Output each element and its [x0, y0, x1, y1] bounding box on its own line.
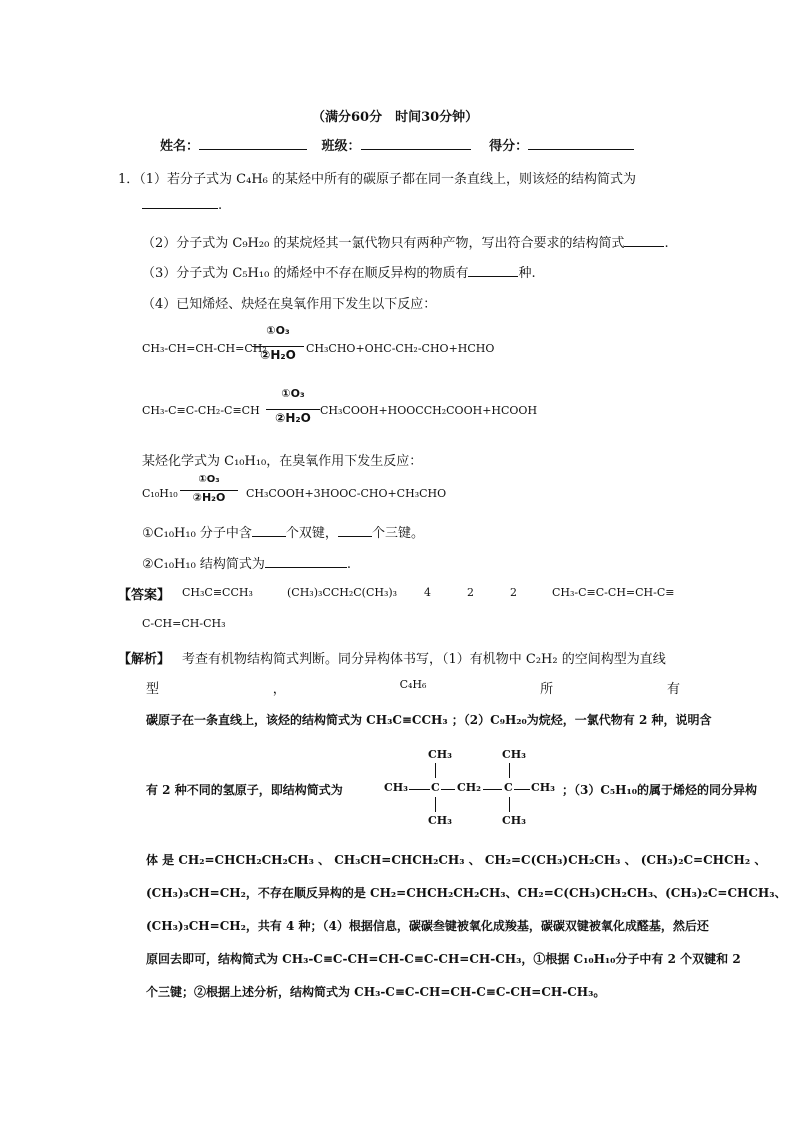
answer-item-1: CH₃C≡CCH₃ — [182, 586, 253, 599]
formula-bond-h2 — [441, 789, 455, 790]
formula-ch3-top-right: CH₃ — [502, 748, 526, 761]
analysis-line-2-word: C₄H₆ — [399, 678, 427, 691]
q1-sub2-end: . — [346, 557, 352, 572]
reaction2-right: CH₃COOH+HOOCCH₂COOH+HCOOH — [320, 404, 538, 417]
q1-part4: （4）已知烯烃、炔烃在臭氧作用下发生以下反应： — [142, 297, 437, 312]
answer-item-3: 4 — [424, 586, 431, 599]
formula-bond-v2 — [509, 763, 510, 778]
name-row — [160, 135, 634, 154]
reaction1-cond-top: ①O₃ — [266, 324, 290, 337]
page-title: （满分60分 时间30分钟） — [312, 110, 479, 125]
q1-sub2-blank[interactable] — [265, 566, 347, 568]
q1-part1-answer-line — [142, 198, 222, 213]
analysis-line-2-word: 有 — [666, 682, 680, 697]
q1-part3-end: 种. — [518, 266, 536, 281]
analysis-line-9: 个三键；②根据上述分析，结构简式为 CH₃-C≡C-CH=CH-C≡C-CH=CH-CH₃。 — [146, 985, 606, 999]
q1-part1-end: . — [218, 198, 223, 213]
answer-item-4: 2 — [467, 586, 474, 599]
q1-sub2-text: ②C₁₀H₁₀ 结构简式为 — [142, 557, 265, 572]
q1-sub1-blank2[interactable] — [338, 535, 372, 537]
analysis-line-6: (CH₃)₃CH=CH₂，不存在顺反异构的是 CH₂=CHCH₂CH₂CH₃、CH₂=C(CH₃)CH₂CH₃、(CH₃)₂C=CHCH₃、 — [146, 886, 787, 900]
q1-sub2 — [142, 553, 351, 572]
q1-part3-text: （3）分子式为 C₅H₁₀ 的烯烃中不存在顺反异构的物质有 — [142, 266, 469, 281]
analysis-line-3: 碳原子在一条直线上，该烃的结构简式为 CH₃C≡CCH₃ ；（2）C₉H₂₀为烷烃，一氯代物有 2 种，说明含 — [146, 713, 712, 727]
formula-ch3-right: CH₃ — [531, 781, 555, 794]
analysis-line-2-word: ， — [272, 682, 286, 697]
q1-part2-end: . — [664, 236, 669, 251]
reaction3-cond-top: ①O₃ — [198, 474, 220, 485]
q1-part3-blank[interactable] — [468, 275, 518, 277]
formula-bond-v1 — [435, 763, 436, 778]
reaction1-left: CH₃-CH=CH-CH=CH₂ — [142, 342, 267, 355]
reaction1-cond-bottom: ②H₂O — [260, 348, 296, 362]
analysis-line-2 — [146, 678, 680, 697]
formula-ch3-left: CH₃ — [384, 781, 408, 794]
q1-part2 — [142, 232, 669, 251]
reaction2-cond-top: ①O₃ — [281, 387, 305, 400]
formula-bond-h1 — [409, 789, 430, 790]
q1-sub1-text-a: ①C₁₀H₁₀ 分子中含 — [142, 526, 252, 541]
answer-tag: 【答案】 — [118, 588, 171, 603]
q1-part3 — [142, 262, 536, 281]
formula-ch3-top-left: CH₃ — [428, 748, 452, 761]
formula-ch2: CH₂ — [457, 781, 481, 794]
q1-sub1-blank1[interactable] — [252, 535, 286, 537]
formula-ch3-bottom-right: CH₃ — [502, 814, 526, 827]
analysis-line-4a: 有 2 种不同的氢原子，即结构简式为 — [146, 783, 343, 797]
analysis-line-7: (CH₃)₃CH=CH₂，共有 4 种；（4）根据信息，碳碳叁键被氧化成羧基，碳碳双键被氧化成醛基，然后还 — [146, 919, 709, 933]
name-label: 姓名： — [160, 139, 200, 154]
q1-sub1-text-c: 个三键。 — [371, 526, 424, 541]
reaction2-arrow — [266, 385, 320, 429]
analysis-line-8: 原回去即可，结构简式为 CH₃-C≡C-CH=CH-C≡C-CH=CH-CH₃，①根据 C₁₀H₁₀分子中有 2 个双键和 2 — [146, 952, 741, 966]
reaction2-left: CH₃-C≡C-CH₂-C≡CH — [142, 404, 260, 417]
reaction1-arrow — [252, 322, 304, 366]
name-field[interactable] — [199, 148, 307, 150]
formula-c-left: C — [431, 781, 440, 794]
q1-part2-blank[interactable] — [624, 245, 664, 247]
reaction3-cond-bottom: ②H₂O — [192, 491, 226, 504]
analysis-line-2-word: 所 — [540, 682, 554, 697]
reaction3-left: C₁₀H₁₀ — [142, 487, 178, 500]
reaction1-arrow-line — [252, 346, 304, 347]
formula-c-right: C — [504, 781, 513, 794]
class-label: 班级： — [321, 139, 361, 154]
analysis-line-1: 考查有机物结构简式判断。同分异构体书写，（1）有机物中 C₂H₂ 的空间构型为直线 — [182, 652, 666, 667]
q1-part5: 某烃化学式为 C₁₀H₁₀，在臭氧作用下发生反应： — [142, 454, 423, 469]
formula-bond-v3 — [435, 797, 436, 812]
answer-item-6: CH₃-C≡C-CH=CH-C≡ — [552, 586, 675, 599]
analysis-line-2-word: 型 — [146, 682, 160, 697]
formula-bond-h4 — [514, 789, 530, 790]
score-field[interactable] — [528, 148, 634, 150]
reaction3-arrow — [180, 474, 238, 510]
analysis-line-4b: ；（3）C₅H₁₀的属于烯烃的同分异构 — [562, 783, 758, 797]
answer-item-5: 2 — [510, 586, 517, 599]
q1-sub1 — [142, 522, 424, 541]
formula-bond-v4 — [509, 797, 510, 812]
q1-part1-blank[interactable] — [142, 207, 218, 209]
analysis-tag: 【解析】 — [118, 652, 171, 667]
answer-line2: C-CH=CH-CH₃ — [142, 617, 226, 630]
formula-bond-h3 — [483, 789, 502, 790]
q1-sub1-text-b: 个双键， — [285, 526, 338, 541]
formula-ch3-bottom-left: CH₃ — [428, 814, 452, 827]
reaction2-arrow-line — [266, 409, 320, 410]
analysis-line-5: 体 是 CH₂=CHCH₂CH₂CH₃ 、 CH₃CH=CHCH₂CH₃ 、 CH₂=C(CH₃)CH₂CH₃ 、 (CH₃)₂C=CHCH₂ 、 — [146, 853, 767, 867]
reaction2-cond-bottom: ②H₂O — [275, 411, 311, 425]
q1-part2-text: （2）分子式为 C₉H₂₀ 的某烷烃其一氯代物只有两种产物，写出符合要求的结构简式 — [142, 236, 625, 251]
class-field[interactable] — [361, 148, 471, 150]
reaction3-right: CH₃COOH+3HOOC-CHO+CH₃CHO — [246, 487, 447, 500]
score-label: 得分： — [489, 139, 529, 154]
reaction1-right: CH₃CHO+OHC-CH₂-CHO+HCHO — [306, 342, 495, 355]
answer-item-2: (CH₃)₃CCH₂C(CH₃)₃ — [287, 586, 398, 599]
q1-part1: 1．（1）若分子式为 C₄H₆ 的某烃中所有的碳原子都在同一条直线上，则该烃的结构简式为 — [118, 172, 637, 187]
